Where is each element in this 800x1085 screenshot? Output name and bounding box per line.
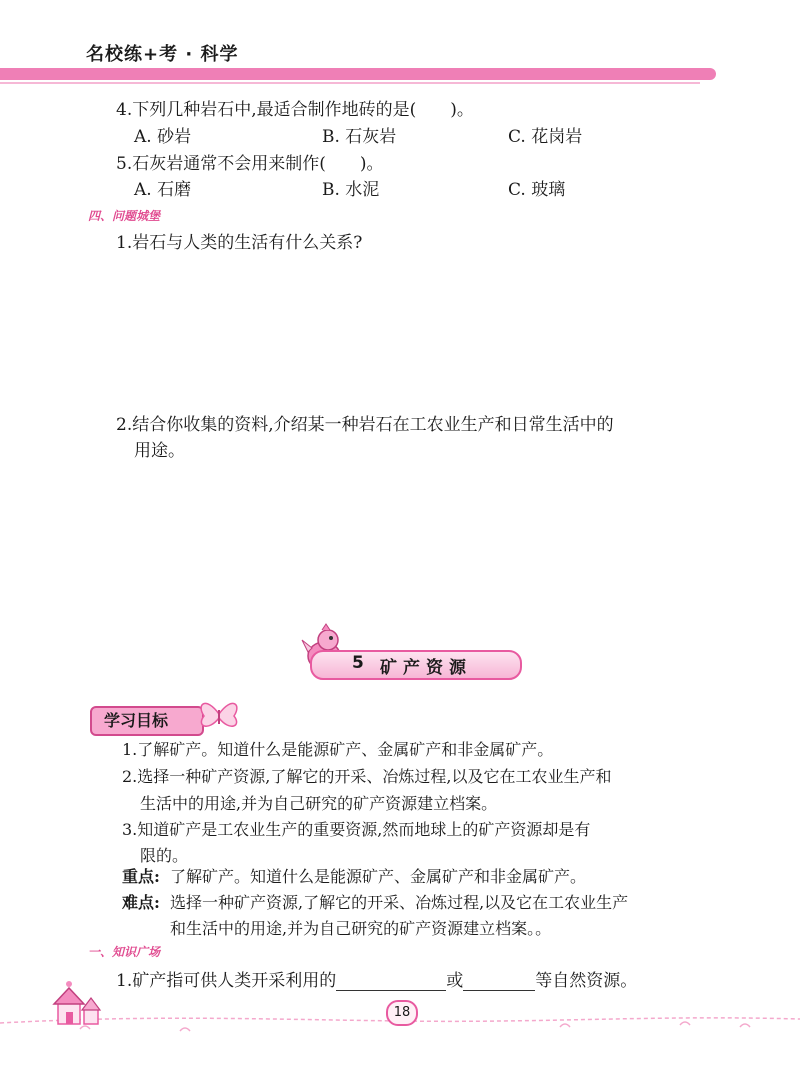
goal-item-3-line-1: 3.知道矿产是工农业生产的重要资源,然而地球上的矿产资源却是有: [122, 820, 591, 839]
question-5-option-b: B. 水泥: [322, 180, 380, 200]
page-header-title: 名校练+考 · 科学: [86, 44, 239, 65]
fill-question-mid: 或: [446, 971, 464, 991]
key-point-text: 了解矿产。知道什么是能源矿产、金属矿产和非金属矿产。: [170, 867, 587, 886]
difficult-point-label: 难点:: [122, 893, 160, 912]
open-question-2-cont: 用途。: [134, 441, 185, 461]
goal-item-2-line-1: 2.选择一种矿产资源,了解它的开采、冶炼过程,以及它在工农业生产和: [122, 767, 612, 786]
page-number: 18: [386, 1000, 418, 1026]
goal-item-3-line-2: 限的。: [140, 846, 189, 865]
open-question-2: 2.结合你收集的资料,介绍某一种岩石在工农业生产和日常生活中的: [116, 415, 614, 435]
question-4-option-b: B. 石灰岩: [322, 127, 397, 147]
difficult-point-line-2: 和生活中的用途,并为自己研究的矿产资源建立档案。。: [170, 919, 552, 938]
lesson-number: 5: [352, 653, 370, 673]
goals-title: 学习目标: [104, 711, 169, 730]
open-question-1: 1.岩石与人类的生活有什么关系?: [116, 233, 363, 253]
butterfly-icon: [196, 694, 242, 734]
question-5-stem: 5.石灰岩通常不会用来制作( )。: [116, 154, 384, 174]
goal-item-2-line-2: 生活中的用途,并为自己研究的矿产资源建立档案。: [140, 794, 498, 813]
question-4-stem: 4.下列几种岩石中,最适合制作地砖的是( )。: [116, 100, 474, 120]
house-icon: [44, 980, 106, 1030]
difficult-point-line-1: 选择一种矿产资源,了解它的开采、冶炼过程,以及它在工农业生产: [170, 893, 629, 912]
question-5-option-a: A. 石磨: [134, 180, 192, 200]
key-point-label: 重点:: [122, 867, 160, 886]
section-heading-4: 四、问题城堡: [88, 209, 161, 223]
header-divider: [0, 82, 700, 84]
header-bar: [0, 68, 716, 80]
question-5-option-c: C. 玻璃: [508, 180, 566, 200]
lesson-title: 矿产资源: [380, 658, 472, 678]
fill-question-prefix: 1.矿产指可供人类开采利用的: [116, 971, 337, 991]
question-4-option-c: C. 花岗岩: [508, 127, 583, 147]
section-heading-1: 一、知识广场: [88, 945, 161, 959]
goal-item-1: 1.了解矿产。知道什么是能源矿产、金属矿产和非金属矿产。: [122, 740, 554, 759]
question-4-option-a: A. 砂岩: [134, 127, 192, 147]
fill-question-suffix: 等自然资源。: [535, 971, 638, 991]
